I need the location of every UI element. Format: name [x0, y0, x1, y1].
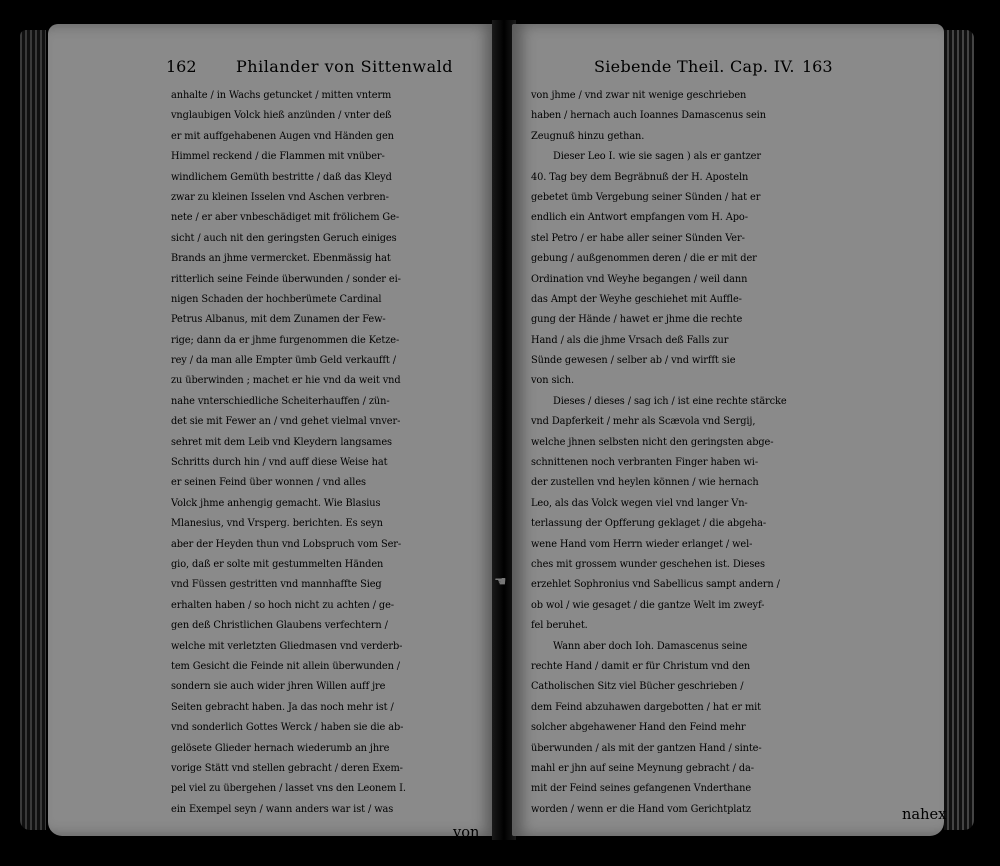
right-page-body: [512, 86, 944, 820]
text-line: Dieses / dieses / sag ich / ist eine rechte stärcke: [553, 395, 787, 407]
left-page-header: [48, 54, 496, 80]
text-line: Mlanesius, vnd Vrsperg. berichten. Es seyn: [171, 518, 383, 530]
text-line: Catholischen Sitz viel Bücher geschrieben /: [531, 681, 744, 693]
text-line: gen deß Christlichen Glaubens verfechtern /: [171, 620, 388, 632]
text-line: anhalte / in Wachs getuncket / mitten vnterm: [171, 90, 392, 101]
text-line: gebung / außgenommen deren / die er mit der: [531, 253, 757, 265]
text-line: gio, daß er solte mit gestummelten Händen: [171, 558, 384, 570]
text-line: gelösete Glieder hernach wiederumb an jhre: [171, 742, 390, 754]
text-line: terlassung der Opfferung geklaget / die abgeha-: [531, 518, 767, 530]
text-line: windlichem Gemüth bestritte / daß das Kleyd: [171, 171, 392, 183]
text-line: Petrus Albanus, mit dem Zunamen der Few-: [171, 314, 386, 326]
running-head: Philander von Sittenwald: [236, 57, 453, 76]
text-line: solcher abgehawener Hand den Feind mehr: [531, 722, 746, 734]
text-line: von jhme / vnd zwar nit wenige geschrieben: [531, 90, 747, 101]
left-page-body: [48, 86, 496, 820]
text-line: Schritts durch hin / vnd auff diese Weise hat: [171, 457, 388, 469]
text-line: ob wol / wie gesaget / die gantze Welt im zweyf-: [531, 599, 765, 611]
catchword: von: [453, 824, 480, 841]
text-line: erzehlet Sophronius vnd Sabellicus sampt andern /: [531, 579, 780, 591]
text-line: sicht / auch nit den geringsten Geruch einiges: [171, 232, 397, 244]
text-line: dem Feind abzuhawen dargebotten / hat er mit: [531, 701, 762, 713]
text-line: überwunden / als mit der gantzen Hand / sinte-: [531, 742, 762, 754]
text-line: 40. Tag bey dem Begräbnuß der H. Aposteln: [531, 171, 749, 183]
text-line: fel beruhet.: [531, 620, 588, 632]
text-line: mit der Feind seines gefangenen Vnderthane: [531, 783, 752, 795]
text-line: zwar zu kleinen Isselen vnd Aschen verbren-: [171, 191, 389, 203]
text-line: pel viel zu übergehen / lasset vns den Leonem I.: [171, 783, 406, 795]
right-page: [512, 24, 947, 836]
text-line: haben / hernach auch Ioannes Damascenus sein: [531, 110, 766, 122]
text-line: stel Petro / er habe aller seiner Sünden Ver-: [531, 232, 745, 244]
text-line: aber der Heyden thun vnd Lobspruch vom Ser-: [171, 538, 402, 550]
text-line: er seinen Feind über wonnen / vnd alles: [171, 477, 366, 489]
text-line: det sie mit Fewer an / vnd gehet vielmal vnver-: [171, 416, 401, 428]
text-line: vnd Dapferkeit / mehr als Scævola vnd Sergij,: [531, 416, 756, 428]
text-line: endlich ein Antwort empfangen vom H. Apo-: [531, 212, 748, 224]
text-line: zu überwinden ; machet er hie vnd da weit vnd: [171, 375, 401, 387]
right-page-edges: [944, 30, 974, 830]
page-number: 163: [802, 57, 833, 76]
text-line: rige; dann da er jhme furgenommen die Ketze-: [171, 334, 400, 346]
text-line: Zeugnuß hinzu gethan.: [531, 130, 645, 142]
page-number: 162: [166, 57, 197, 76]
text-line: vnd Füssen gestritten vnd mannhaffte Sieg: [171, 579, 382, 591]
text-line: erhalten haben / so hoch nicht zu achten / ge-: [171, 599, 395, 611]
text-line: ches mit grossem wunder geschehen ist. Dieses: [531, 558, 765, 570]
text-line: rechte Hand / damit er für Christum vnd den: [531, 660, 751, 672]
text-line: nete / er aber vnbeschädiget mit frölichem Ge-: [171, 212, 400, 224]
text-line: Sünde gewesen / selber ab / vnd wirfft sie: [531, 355, 736, 367]
text-line: vnd sonderlich Gottes Werck / haben sie die ab-: [171, 722, 404, 734]
text-line: Brands an jhme vermercket. Ebenmässig hat: [171, 253, 391, 265]
text-line: mahl er jhn auf seine Meynung gebracht / da-: [531, 762, 754, 774]
text-line: Dieser Leo I. wie sie sagen ) als er gantzer: [553, 151, 761, 163]
text-line: von sich.: [531, 375, 575, 387]
text-line: ein Exempel seyn / wann anders war ist / was: [171, 803, 394, 815]
text-line: Ordination vnd Weyhe begangen / weil dann: [531, 273, 748, 285]
text-line: Volck jhme anhengig gemacht. Wie Blasius: [171, 497, 381, 509]
text-line: Seiten gebracht haben. Ja das noch mehr ist /: [171, 701, 394, 713]
text-line: der zustellen vnd heylen können / wie hernach: [531, 477, 759, 489]
text-line: nigen Schaden der hochberümete Cardinal: [171, 293, 382, 305]
text-line: gung der Hände / hawet er jhme die rechte: [531, 314, 743, 326]
text-line: das Ampt der Weyhe geschiehet mit Auffle-: [531, 293, 742, 305]
text-line: welche mit verletzten Gliedmasen vnd verderb-: [171, 640, 403, 652]
text-line: nahe vnterschiedliche Scheiterhauffen / zün-: [171, 395, 390, 407]
text-line: welche jhnen selbsten nicht den geringsten abge-: [531, 436, 774, 448]
text-line: worden / wenn er die Hand vom Gerichtplatz: [531, 803, 751, 815]
text-line: sehret mit dem Leib vnd Kleydern langsames: [171, 436, 392, 448]
text-line: Himmel reckend / die Flammen mit vnüber-: [171, 151, 385, 163]
text-line: Leo, als das Volck wegen viel vnd langer Vn-: [531, 497, 748, 509]
text-line: wene Hand vom Herrn wieder erlanget / wel-: [531, 538, 753, 550]
text-line: sondern sie auch wider jhren Willen auff jre: [171, 681, 386, 693]
text-line: schnittenen noch verbranten Finger haben wi-: [531, 457, 759, 469]
text-line: gebetet ümb Vergebung seiner Sünden / hat er: [531, 191, 761, 203]
left-page: [48, 24, 496, 841]
hand-pointer-icon: ☚: [494, 574, 507, 590]
catchword: nahex: [902, 806, 947, 823]
text-line: vorige Stätt vnd stellen gebracht / deren Exem-: [171, 762, 403, 774]
text-line: rey / da man alle Empter ümb Geld verkaufft /: [171, 355, 396, 367]
text-line: er mit auffgehabenen Augen vnd Händen gen: [171, 130, 394, 142]
text-line: Hand / als die jhme Vrsach deß Falls zur: [531, 334, 729, 346]
right-page-header: [512, 54, 944, 80]
text-line: vnglaubigen Volck hieß anzünden / vnter deß: [171, 110, 392, 122]
running-head: Siebende Theil. Cap. IV.: [594, 57, 795, 76]
text-line: Wann aber doch Ioh. Damascenus seine: [553, 640, 748, 652]
text-line: tem Gesicht die Feinde nit allein überwunden /: [171, 660, 400, 672]
text-line: ritterlich seine Feinde überwunden / sonder ei-: [171, 273, 401, 285]
left-page-edges: [20, 30, 46, 830]
